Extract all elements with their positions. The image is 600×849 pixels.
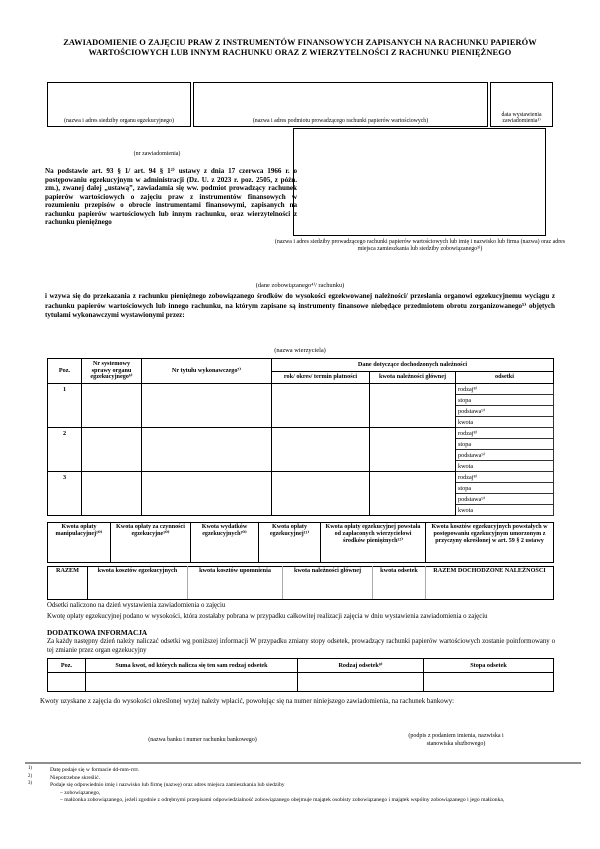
interest-amount-label: kwota xyxy=(456,417,554,428)
writ-number-cell xyxy=(142,384,272,428)
fee-amount-note: Kwotę opłaty egzekucyjnej podano w wysokości, która zostałaby pobrana w przypadku całkowitej realizacji zajęcia w dniu wystawienia zawiadomienia o zajęciu xyxy=(47,612,488,620)
footnote-1-text: Datę podaje się w formacie dd-mm-rrrr. xyxy=(50,767,140,773)
col-header-poz: Poz. xyxy=(48,359,82,384)
interest-sum-cell xyxy=(86,673,298,692)
writ-number-cell xyxy=(142,472,272,516)
interest-calculation-note: Odsetki naliczono na dzień wystawienia zawiadomienia o zajęciu xyxy=(47,602,226,609)
interest-rate-cell xyxy=(424,673,554,692)
row-number: 1 xyxy=(48,384,82,428)
grand-total-label: RAZEM DOCHODZONE NALEŻNOŚCI xyxy=(426,567,554,600)
notice-number-caption: (nr zawiadomienia) xyxy=(133,151,181,157)
principal-cell xyxy=(370,472,456,516)
footnote-2-text: Niepotrzebne skreślić. xyxy=(50,774,101,781)
interest-amount-label: kwota xyxy=(456,505,554,516)
interest-col-sum: Suma kwot, od których nalicza się ten sam rodzaj odsetek xyxy=(86,659,298,673)
period-cell xyxy=(272,384,370,428)
fee-manipulation-header: Kwota opłaty manipulacyjnej¹⁰⁾ xyxy=(48,523,111,563)
case-number-cell xyxy=(82,384,142,428)
obligor-address-caption: (nazwa i adres siedziby prowadzącego rachunki papierów wartościowych lub imię i nazwisko lub firma (nazwa) oraz adres miejsca zamieszkania lub siedziby zobowiązanego³⁾) xyxy=(274,239,566,253)
principal-cell xyxy=(370,384,456,428)
interest-rate-label: stopa xyxy=(456,395,554,406)
period-cell xyxy=(272,428,370,472)
header-boxes xyxy=(47,82,553,127)
col-header-interest: odsetki xyxy=(456,372,554,384)
interest-type-label: rodzaj⁸⁾ xyxy=(456,428,554,439)
total-reminder-costs-label: kwota kosztów upomnienia xyxy=(188,567,283,600)
footnote-1 xyxy=(28,767,580,775)
footnotes-block xyxy=(28,767,580,805)
interest-basis-label: podstawa⁹⁾ xyxy=(456,406,554,417)
obligor-address-box xyxy=(293,128,546,236)
interest-basis-label: podstawa⁹⁾ xyxy=(456,494,554,505)
col-header-principal: kwota należności głównej xyxy=(370,372,456,384)
footnote-3 xyxy=(28,782,580,805)
fee-discontinued-costs-header: Kwota kosztów egzekucyjnych powstałych w postępowaniu egzekucyjnym umorzonym z przyczyny określonej w art. 59 § 2 ustawy xyxy=(426,523,554,563)
footnote-3-item-2: – małżonka zobowiązanego, jeżeli zgodnie z odrębnymi przepisami odpowiedzialność zobowiązanego obejmuje majątek osobisty zobowiązanego i majątek wspólny zobowiązanego i jego małżonka, xyxy=(60,797,505,804)
additional-info-heading: DODATKOWA INFORMACJA xyxy=(47,628,148,637)
total-label: RAZEM xyxy=(48,567,88,600)
footnotes-divider xyxy=(25,762,581,764)
summons-paragraph: i wzywa się do przekazania z rachunku pieniężnego zobowiązanego środków do wysokości egzekwowanej należności/ przesłania organowi egzekucyjnemu wyciągu z rachunku papierów wartościowych lub innego rachunku, na którym zapisane są instrumenty finansowe niebędące przedmiotem obrotu zorganizowanego⁵⁾ objętych tytułami wykonawczymi wystawionymi przez: xyxy=(45,292,555,320)
interest-col-rate: Stopa odsetek xyxy=(424,659,554,673)
footnote-3-item-1: – zobowiązanego, xyxy=(60,789,101,796)
footnote-2-number: 2) xyxy=(28,773,32,779)
footnote-3-number: 3) xyxy=(28,781,32,787)
interest-rate-label: stopa xyxy=(456,439,554,450)
principal-cell xyxy=(370,428,456,472)
interest-col-poz: Poz. xyxy=(48,659,86,673)
col-header-dues-group: Dane dotyczące dochodzonych należności xyxy=(272,359,554,372)
form-title: ZAWIADOMIENIE O ZAJĘCIU PRAW Z INSTRUMENTÓW FINANSOWYCH ZAPISANYCH NA RACHUNKU PAPIERÓW WARTOŚCIOWYCH LUB INNYM RACHUNKU ORAZ Z WIERZYTELNOŚCI Z RACHUNKU PIENIĘŻNEGO xyxy=(63,38,537,58)
interest-poz-cell xyxy=(48,673,86,692)
row-number: 3 xyxy=(48,472,82,516)
row-number: 2 xyxy=(48,428,82,472)
interest-col-type: Rodzaj odsetek⁸⁾ xyxy=(298,659,424,673)
total-table xyxy=(47,566,554,600)
enforcement-authority-box xyxy=(47,82,191,127)
col-header-period: rok/ okres/ termin płatności xyxy=(272,372,370,384)
footnote-2 xyxy=(28,775,580,783)
writ-number-cell xyxy=(142,428,272,472)
col-header-case-number: Nr systemowy sprawy organu egzekucyjnego⁶⁾ xyxy=(82,359,142,384)
interest-rate-label: stopa xyxy=(456,483,554,494)
case-number-cell xyxy=(82,472,142,516)
fee-paid-creditor-header: Kwota opłaty egzekucyjnej powstała od zapłaconych wierzycielowi środków pieniężnych¹²⁾ xyxy=(321,523,426,563)
col-header-writ-number: Nr tytułu wykonawczego⁷⁾ xyxy=(142,359,272,384)
interest-type-cell xyxy=(298,673,424,692)
obligor-data-caption: (dane zobowiązanego⁴⁾/ rachunku) xyxy=(255,282,345,289)
fee-expenses-header: Kwota wydatków egzekucyjnych¹⁰⁾ xyxy=(191,523,259,563)
interest-amount-label: kwota xyxy=(456,461,554,472)
interest-basis-label: podstawa⁹⁾ xyxy=(456,450,554,461)
total-enforcement-costs-label: kwota kosztów egzekucyjnych xyxy=(88,567,188,600)
legal-basis-paragraph: Na podstawie art. 93 § 1/ art. 94 § 1²⁾ ustawy z dnia 17 czerwca 1966 r. o postępowaniu egzekucyjnym w administracji (Dz. U. z 2023 r. poz. 2505, z późn. zm.), zwanej dalej „ustawą”, zawiadamia się ww. podmiot prowadzący rachunek papierów wartościowych o zajęciu praw z instrumentów finansowych w rozumieniu przepisów o obrocie instrumentami finansowymi, zapisanych na rachunku papierów wartościowych lub innym rachunku, oraz wierzytelności z rachunku pieniężnego xyxy=(45,167,297,226)
claims-table xyxy=(47,358,554,516)
interest-type-label: rodzaj⁸⁾ xyxy=(456,384,554,395)
interest-info-table xyxy=(47,658,554,692)
interest-type-label: rodzaj⁸⁾ xyxy=(456,472,554,483)
case-number-cell xyxy=(82,428,142,472)
bank-account-caption: (nazwa banku i numer rachunku bankowego) xyxy=(148,737,257,743)
footnote-3-text: Podaje się odpowiednio imię i nazwisko lub firmę (nazwę) oraz adres miejsca zamieszkania lub siedziby xyxy=(50,782,285,789)
fees-table xyxy=(47,522,554,563)
fee-enforcement-header: Kwota opłaty egzekucyjnej¹¹⁾ xyxy=(259,523,321,563)
creditor-name-caption: (nazwa wierzyciela) xyxy=(274,347,326,354)
issue-date-caption: data wystawienia zawiadomienia¹⁾ xyxy=(501,111,542,125)
total-interest-label: kwota odsetek xyxy=(373,567,426,600)
fee-enforcement-actions-header: Kwota opłaty za czynności egzekucyjne¹⁰⁾ xyxy=(111,523,191,563)
issue-date-box xyxy=(490,82,553,127)
period-cell xyxy=(272,472,370,516)
securities-entity-caption: (nazwa i adres podmiotu prowadzącego rachunki papierów wartościowych) xyxy=(252,118,429,125)
enforcement-authority-caption: (nazwa i adres siedziby organu egzekucyjnego) xyxy=(64,118,174,125)
total-principal-label: kwota należności głównej xyxy=(283,567,373,600)
payment-instruction: Kwoty uzyskane z zajęcia do wysokości określonej wyżej należy wpłacić, powołując się na numer niniejszego zawiadomienia, na rachunek bankowy: xyxy=(40,698,455,705)
footnote-1-number: 1) xyxy=(28,766,32,771)
securities-entity-box xyxy=(193,82,488,127)
additional-info-text: Za każdy następny dzień należy naliczać odsetki wg poniższej informacji W przypadku zmiany stopy odsetek, prowadzący rachunki papierów wartościowych zostanie poinformowany o tej zmianie przez organ egzekucyjny xyxy=(47,638,555,654)
notes-block xyxy=(47,601,567,622)
signature-caption: (podpis z podaniem imienia, nazwiska i stanowiska służbowego) xyxy=(408,733,504,747)
